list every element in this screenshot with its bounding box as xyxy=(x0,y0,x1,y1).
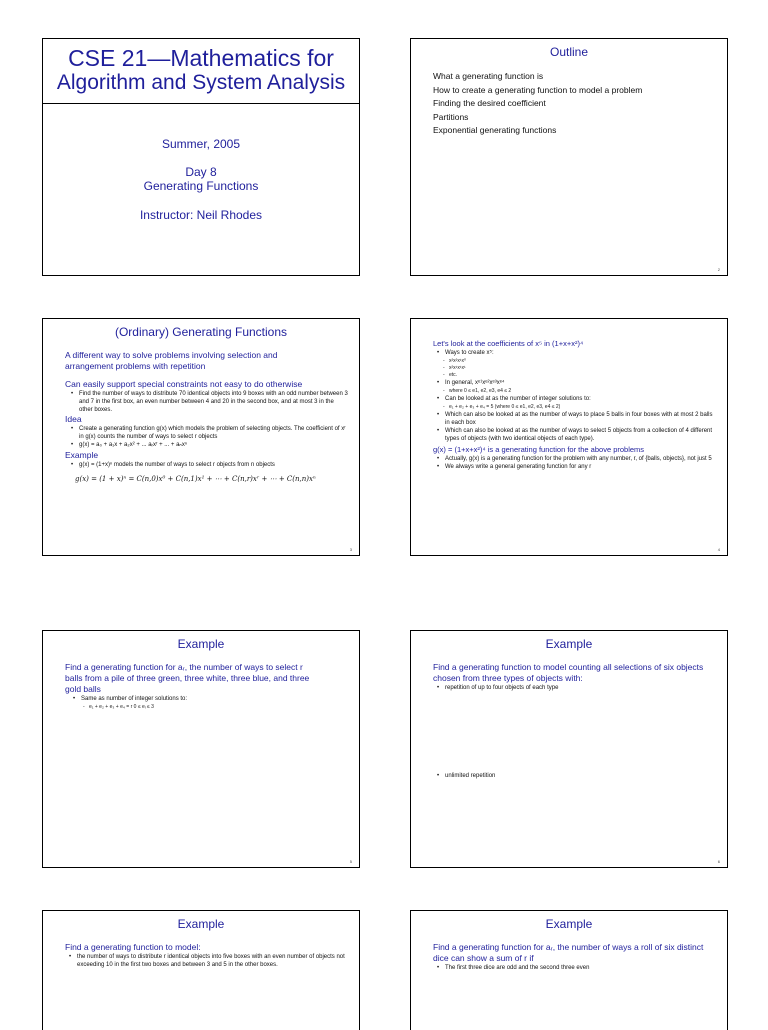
bullet: • Find the number of ways to distribute 70 identical objects into 9 boxes with an odd number between 3 and 7 in the first box, an even number between 4 and 20 in the second box, and at most 3 in the other boxes. xyxy=(71,390,349,414)
outline-item: What a generating function is xyxy=(433,71,544,81)
heading: Let's look at the coefficients of x⁵ in (1+x+x²)⁴ xyxy=(433,339,584,348)
heading: g(x) = (1+x+x²)⁴ is a generating function for the above problems xyxy=(433,445,645,454)
intro-text: Find a generating function for aᵣ, the number of ways a roll of six distinct dice can show a sum of r if xyxy=(433,942,704,963)
slide-title: Outline xyxy=(549,45,589,59)
bullet: • the number of ways to distribute r identical objects into five boxes with an even number of objects not exceeding 10 in the first two boxes and between 3 and 5 in the other boxes. xyxy=(69,953,349,969)
intro-text: Find a generating function for aᵣ, the number of ways to select r balls from a pile of three green, three white, three blue, and three gold balls xyxy=(65,662,310,694)
slide-5-example xyxy=(42,630,360,868)
bullet: • Which can also be looked at as the number of ways to place 5 balls in four boxes with at most 2 balls in each box xyxy=(437,411,717,427)
page-number: 2 xyxy=(717,267,720,272)
bullet: • Create a generating function g(x) which models the problem of selecting objects. The coefficient of xʳ in g(x) counts the number of ways to select r objects xyxy=(71,425,349,441)
slide-2-outline xyxy=(410,38,728,276)
slide-1-divider xyxy=(43,103,359,104)
heading: Can easily support special constraints not easy to do otherwise xyxy=(65,379,303,389)
slide-body xyxy=(433,662,717,693)
bullet: • We always write a general generating function for any r xyxy=(437,463,717,471)
bullet: • unlimited repetition xyxy=(437,772,495,781)
instructor: Instructor: Neil Rhodes xyxy=(139,208,263,222)
topic: Generating Functions xyxy=(143,179,259,193)
outline-item: Partitions xyxy=(433,111,469,122)
outline-item: Finding the desired coefficient xyxy=(433,98,546,108)
bullet: • In general, xᵉ¹xᵉ²xᵉ³xᵉ⁴ xyxy=(437,379,717,388)
heading: Example xyxy=(65,450,99,460)
bullet: • Can be looked at as the number of integer solutions to: xyxy=(437,395,717,404)
bullet: • The first three dice are odd and the second three even xyxy=(437,964,717,973)
outline-item: How to create a generating function to model a problem xyxy=(433,84,643,95)
slide-title: (Ordinary) Generating Functions xyxy=(114,325,288,339)
day: Day 8 xyxy=(185,165,217,179)
slide-6-example xyxy=(410,630,728,868)
term: Summer, 2005 xyxy=(161,137,241,151)
sub-bullet: - x²x²x¹x⁰ xyxy=(433,358,717,365)
bullet: • Actually, g(x) is a generating function for the problem with any number, r, of {balls, objects}, not just 5 xyxy=(437,455,717,463)
bullet: • Ways to create x⁵: xyxy=(437,349,717,358)
binomial-formula: g(x) = (1 + x)ⁿ = C(n,0)x⁰ + C(n,1)x¹ + ⋯ + C(n,r)xʳ + ⋯ + C(n,n)xⁿ xyxy=(75,475,316,483)
sub-bullet: - e₁ + e₂ + e₃ + e₄ = r 0 ≤ eᵢ ≤ 3 xyxy=(73,704,349,711)
sub-bullet: - etc. xyxy=(433,372,717,379)
page-number: 4 xyxy=(717,547,720,552)
slide-1-title-line1: CSE 21—Mathematics for xyxy=(68,45,334,71)
sub-bullet: - e₁ + e₂ + e₃ + e₄ = 5 (where 0 ≤ e1, e2, e3, e4 ≤ 2) xyxy=(433,404,717,411)
sub-bullet: - where 0 ≤ e1, e2, e3, e4 ≤ 2 xyxy=(433,388,717,395)
heading: Idea xyxy=(65,414,82,424)
slide-body xyxy=(433,942,717,973)
slide-title: Example xyxy=(177,917,225,931)
slide-body xyxy=(65,350,349,483)
intro-text: Find a generating function to model: xyxy=(65,942,201,952)
bullet: • Which can also be looked at as the number of ways to select 5 objects from a collection of 4 different types of objects (with two identical objects of each type). xyxy=(437,427,717,443)
outline-item: Exponential generating functions xyxy=(433,125,557,135)
intro-text: A different way to solve problems involving selection and arrangement problems with repetition xyxy=(65,350,278,371)
sub-bullet: - x²x¹x¹x¹ xyxy=(433,365,717,372)
slide-1-title-line2: Algorithm and System Analysis xyxy=(56,71,346,94)
bullet: • repetition of up to four objects of each type xyxy=(437,684,717,693)
slide-body xyxy=(65,942,349,969)
slide-body xyxy=(65,662,349,711)
slide-3-generating-functions xyxy=(42,318,360,556)
bullet: • g(x) = (1+x)ⁿ models the number of ways to select r objects from n objects xyxy=(71,461,349,469)
slide-body xyxy=(433,339,717,471)
bullet: • g(x) = a₀ + a₁x + a₂x² + ... aᵣxʳ + ... + aₙxⁿ xyxy=(71,441,349,450)
slide-title: Example xyxy=(545,637,593,651)
slide-4-coefficients xyxy=(410,318,728,556)
slide-title: Example xyxy=(545,917,593,931)
page-number: 5 xyxy=(349,859,352,864)
slide-title: Example xyxy=(177,637,225,651)
outline-list xyxy=(433,70,717,138)
slide-1-title xyxy=(42,38,360,276)
page-number: 3 xyxy=(349,547,352,552)
bullet: • Same as number of integer solutions to: xyxy=(73,695,349,704)
intro-text: Find a generating function to model counting all selections of six objects chosen from three types of objects with: xyxy=(433,662,704,683)
page-number: 6 xyxy=(717,859,720,864)
slide-8-example xyxy=(410,910,728,1030)
slide-7-example xyxy=(42,910,360,1030)
